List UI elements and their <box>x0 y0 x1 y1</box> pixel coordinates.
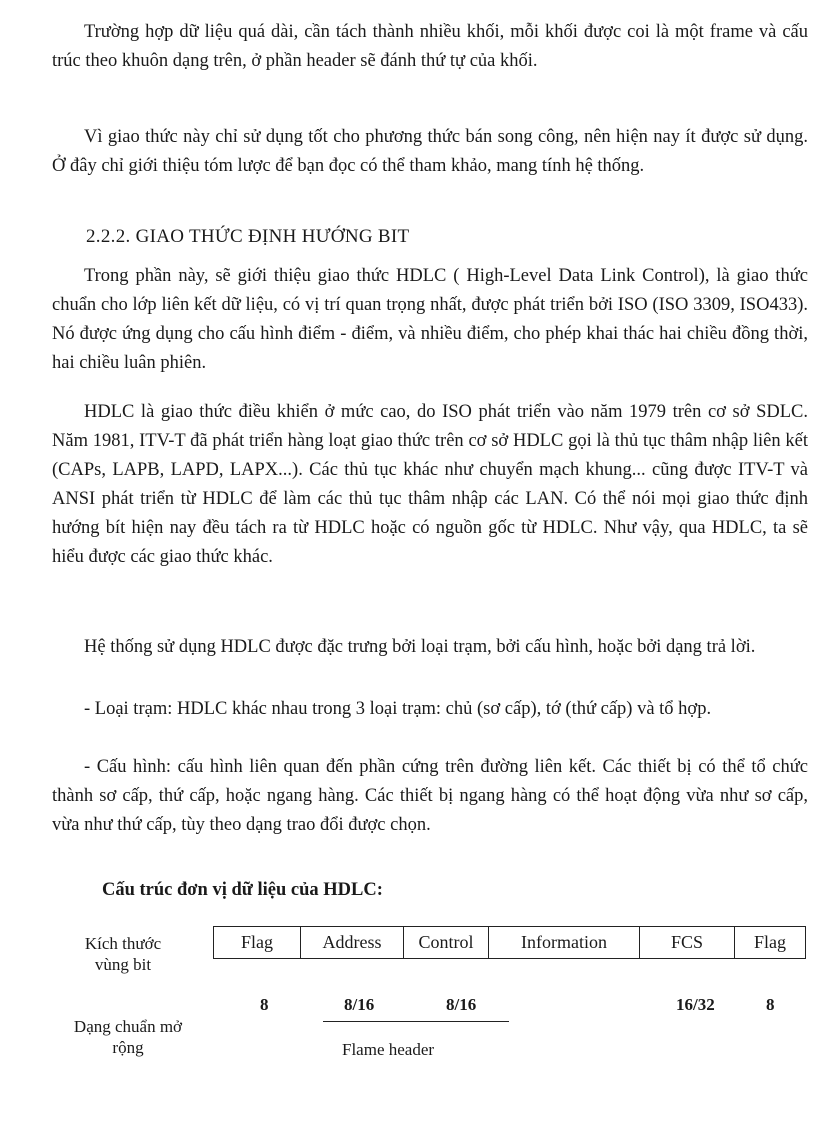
header-bracket-line <box>323 1021 509 1022</box>
field-control: Control <box>404 927 489 959</box>
field-flag-end: Flag <box>735 927 806 959</box>
paragraph-station-types: - Loại trạm: HDLC khác nhau trong 3 loại trạm: chủ (sơ cấp), tớ (thứ cấp) và tổ hợp. <box>84 699 712 719</box>
bits-control: 8/16 <box>446 995 477 1014</box>
field-address: Address <box>301 927 404 959</box>
extended-format-label: Dạng chuẩn mở rộng <box>73 1017 183 1057</box>
paragraph-hdlc-characteristics: Hệ thống sử dụng HDLC được đặc trưng bởi loại trạm, bởi cấu hình, hoặc bởi dạng trả lời. <box>84 637 756 657</box>
field-fcs: FCS <box>640 927 735 959</box>
paragraph-half-duplex-note: Vì giao thức này chỉ sử dụng tốt cho phương thức bán song công, nên hiện nay ít được sử dụng. Ở đây chỉ giới thiệu tóm lược để bạn đọc có thể tham khảo, mang tính hệ thống. <box>52 127 808 176</box>
field-flag-start: Flag <box>214 927 301 959</box>
paragraph-frame-splitting: Trường hợp dữ liệu quá dài, cần tách thành nhiều khối, mỗi khối được coi là một frame và cấu trúc theo khuôn dạng trên, ở phần header sẽ đánh thứ tự của khối. <box>52 22 808 71</box>
field-information: Information <box>489 927 640 959</box>
hdlc-frame-table <box>213 926 806 959</box>
figure-title: Cấu trúc đơn vị dữ liệu của HDLC: <box>102 880 383 900</box>
paragraph-hdlc-history: HDLC là giao thức điều khiển ở mức cao, do ISO phát triển vào năm 1979 trên cơ sở SDLC. Năm 1981, ITV-T đã phát triển hàng loạt giao thức trên cơ sở HDLC gọi là thủ tục thâm nhập liên kết (CAPs, LAPB, LAPD, LAPX...). Các thủ tục khác như chuyển mạch khung... cũng được ITV-T và ANSI phát triển từ HDLC để làm các thủ tục thâm nhập các LAN. Có thể nói mọi giao thức định hướng bít hiện nay đều tách ra từ HDLC hoặc có nguồn gốc từ HDLC. Như vậy, qua HDLC, ta sẽ hiểu được các giao thức khác. <box>52 402 808 567</box>
header-label: Flame header <box>342 1040 435 1059</box>
bit-size-label: Kích thước vùng bit <box>84 934 162 974</box>
section-heading: 2.2.2. GIAO THỨC ĐỊNH HƯỚNG BIT <box>86 226 410 247</box>
bits-flag-end: 8 <box>766 995 775 1014</box>
paragraph-hdlc-intro: Trong phần này, sẽ giới thiệu giao thức HDLC ( High-Level Data Link Control), là giao thức chuẩn cho lớp liên kết dữ liệu, có vị trí quan trọng nhất, được phát triển bởi ISO (ISO 3309, ISO433). Nó được ứng dụng cho cấu hình điểm - điểm, và nhiều điểm, cho phép khai thác hai chiều đồng thời, hai chiều luân phiên. <box>52 266 808 373</box>
bits-address: 8/16 <box>344 995 375 1014</box>
bits-fcs: 16/32 <box>676 995 715 1014</box>
paragraph-configuration: - Cấu hình: cấu hình liên quan đến phần cứng trên đường liên kết. Các thiết bị có thể tổ chức thành sơ cấp, thứ cấp, hoặc ngang hàng. Các thiết bị ngang hàng có thể hoạt động vừa như sơ cấp, vừa như thứ cấp, tùy theo dạng trao đổi được chọn. <box>52 757 808 835</box>
bits-flag-start: 8 <box>260 995 269 1014</box>
